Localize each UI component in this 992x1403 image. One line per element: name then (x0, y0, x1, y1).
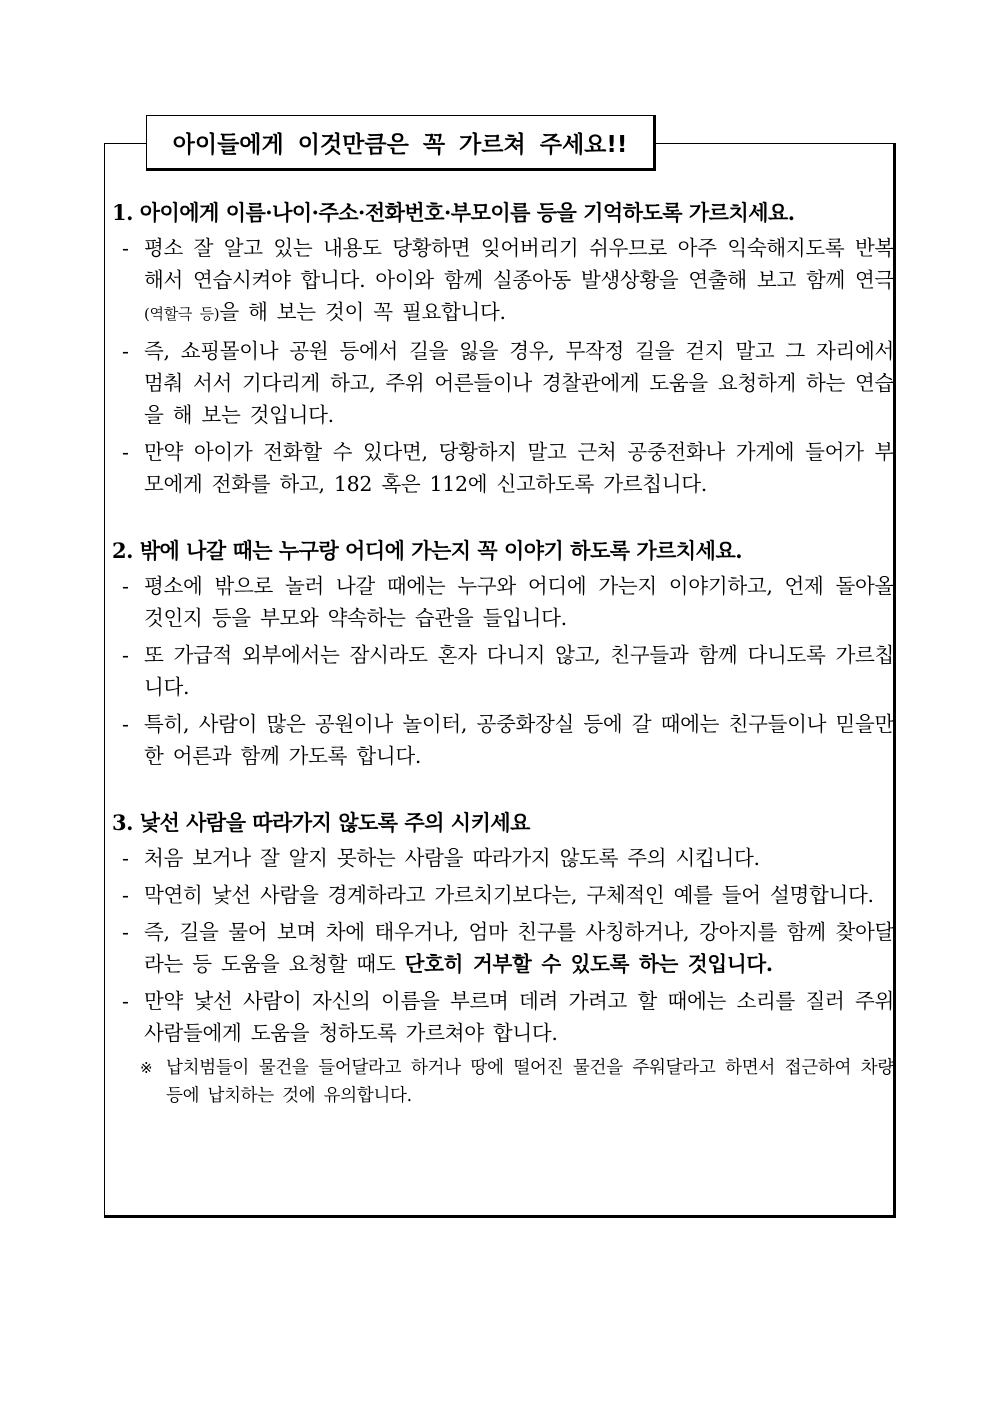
list-item (112, 639, 894, 703)
dash-bullet: - (122, 920, 129, 944)
item-text: 만약 낯선 사람이 자신의 이름을 부르며 데려 가려고 할 때에는 소리를 질러 주위 사람들에게 도움을 청하도록 가르쳐야 합니다. (144, 989, 894, 1045)
item-text: 처음 보거나 잘 알지 못하는 사람을 따라가지 않도록 주의 시킵니다. (144, 846, 760, 870)
item-text: 막연히 낯선 사람을 경계하라고 가르치기보다는, 구체적인 예를 들어 설명합니다. (144, 883, 874, 907)
note (112, 1054, 894, 1110)
item-text: 만약 아이가 전화할 수 있다면, 당황하지 말고 근처 공중전화나 가게에 들어가 부모에게 전화를 하고, 182 혹은 112에 신고하도록 가르칩니다. (144, 440, 894, 496)
item-text: 평소에 밖으로 놀러 나갈 때에는 누구와 어디에 가는지 이야기하고, 언제 돌아올 것인지 등을 부모와 약속하는 습관을 들입니다. (144, 574, 894, 630)
dash-bullet: - (122, 339, 129, 363)
item-text: 을 해 보는 것이 꼭 필요합니다. (219, 300, 506, 324)
list-item (112, 436, 894, 500)
section-1 (112, 196, 894, 500)
list-item (112, 879, 894, 911)
dash-bullet: - (122, 236, 129, 260)
item-text: 즉, 쇼핑몰이나 공원 등에서 길을 잃을 경우, 무작정 길을 걷지 말고 그 자리에서 멈춰 서서 기다리게 하고, 주위 어른들이나 경찰관에게 도움을 요청하게 하는 연습을 해 보는 것입니다. (144, 339, 894, 427)
list-item (112, 570, 894, 634)
dash-bullet: - (122, 989, 129, 1013)
dash-bullet: - (122, 883, 129, 907)
dash-bullet: - (122, 846, 129, 870)
list-item (112, 916, 894, 980)
item-text: 평소 잘 알고 있는 내용도 당황하면 잊어버리기 쉬우므로 아주 익숙해지도록 반복해서 연습시켜야 합니다. 아이와 함께 실종아동 발생상황을 연출해 보고 함께 연극 (144, 236, 894, 292)
list-item (112, 232, 894, 330)
list-item (112, 985, 894, 1049)
note-text: 납치범들이 물건을 들어달라고 하거나 땅에 떨어진 물건을 주워달라고 하면서 접근하여 차량 등에 납치하는 것에 유의합니다. (166, 1058, 894, 1106)
section-heading: 2. 밖에 나갈 때는 누구랑 어디에 가는지 꼭 이야기 하도록 가르치세요. (112, 538, 743, 563)
section-2 (112, 534, 894, 772)
dash-bullet: - (122, 712, 129, 736)
item-text-emphasis: 단호히 거부할 수 있도록 하는 것입니다. (404, 952, 773, 976)
page-title: 아이들에게 이것만큼은 꼭 가르쳐 주세요!! (146, 115, 656, 171)
section-heading: 3. 낯선 사람을 따라가지 않도록 주의 시키세요 (112, 810, 530, 835)
section-3 (112, 806, 894, 1110)
item-text-small: (역할극 등) (144, 305, 220, 323)
document-body (112, 196, 894, 1144)
dash-bullet: - (122, 643, 129, 667)
list-item (112, 708, 894, 772)
section-heading: 1. 아이에게 이름·나이·주소·전화번호·부모이름 등을 기억하도록 가르치세요. (112, 200, 795, 225)
item-text: 특히, 사람이 많은 공원이나 놀이터, 공중화장실 등에 갈 때에는 친구들이나 믿을만한 어른과 함께 가도록 합니다. (144, 712, 894, 768)
list-item (112, 842, 894, 874)
item-text: 즉, 길을 물어 보며 차에 태우거나, 엄마 친구를 사칭하거나, 강아지를 함께 찾아달라는 등 도움을 요청할 때도 (144, 920, 894, 976)
reference-mark-icon: ※ (140, 1059, 153, 1077)
list-item (112, 335, 894, 431)
dash-bullet: - (122, 574, 129, 598)
item-text: 또 가급적 외부에서는 잠시라도 혼자 다니지 않고, 친구들과 함께 다니도록 가르칩니다. (144, 643, 894, 699)
dash-bullet: - (122, 440, 129, 464)
